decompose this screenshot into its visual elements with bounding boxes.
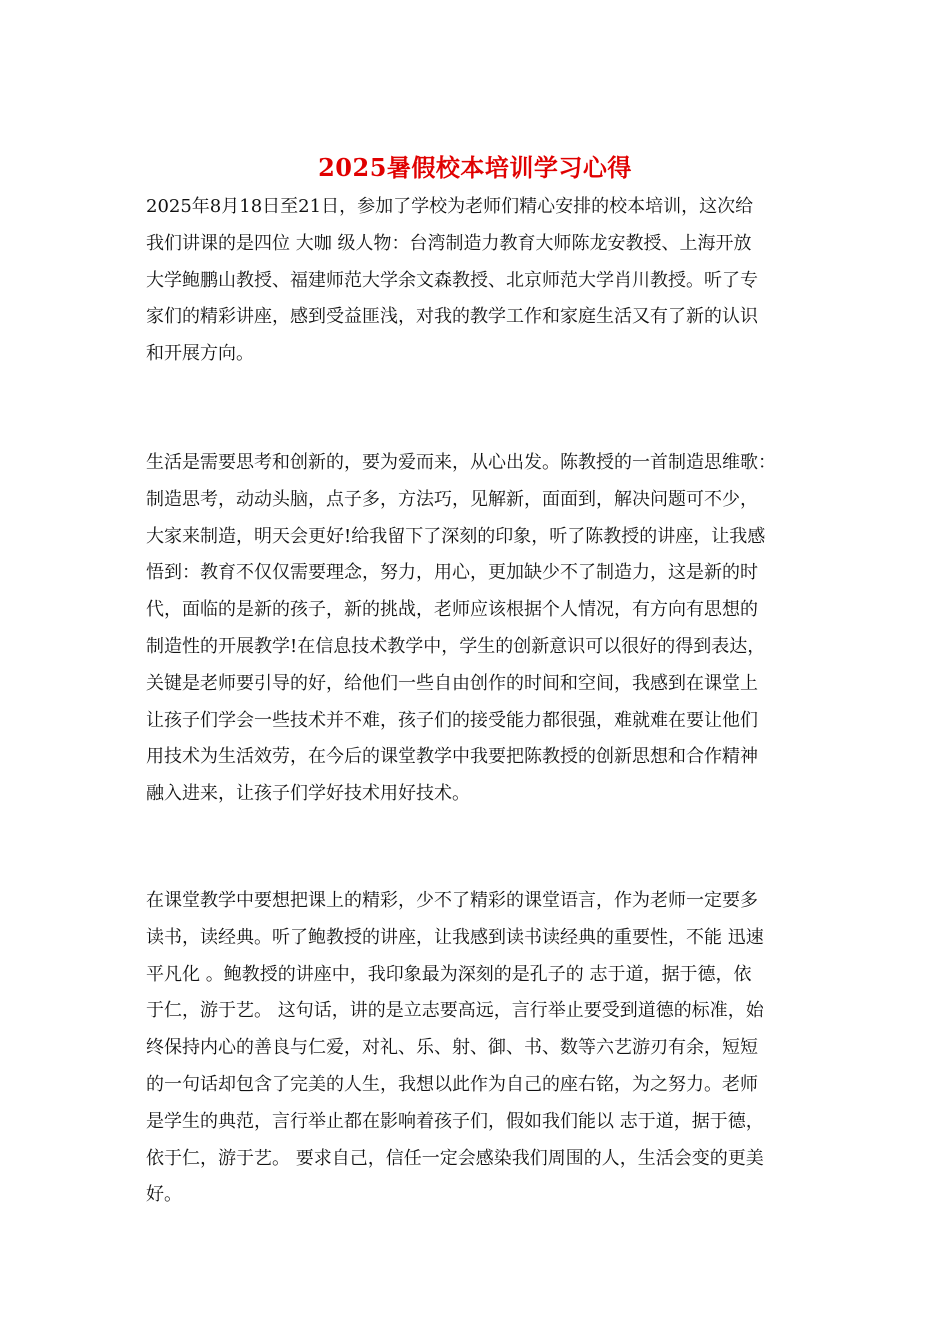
text-line: 让孩子们学会一些技术并不难，孩子们的接受能力都很强，难就难在要让他们 (146, 709, 758, 731)
paragraph-reading (146, 883, 764, 1214)
text-line: 悟到：教育不仅仅需要理念，努力，用心，更加缺少不了制造力，这是新的时 (146, 562, 758, 584)
text-line: 读书，读经典。听了鲍教授的讲座，让我感到读书读经典的重要性，不能 迅速 (146, 926, 764, 948)
text-line: 生活是需要思考和创新的，要为爱而来，从心出发。陈教授的一首制造思维歌： (146, 452, 776, 473)
text-line: 融入进来，让孩子们学好技术用好技术。 (146, 783, 470, 805)
text-line: 是学生的典范，言行举止都在影响着孩子们，假如我们能以 志于道，据于德， (146, 1110, 764, 1132)
text-line: 平凡化 。鲍教授的讲座中，我印象最为深刻的是孔子的 志于道，据于德，依 (146, 963, 752, 985)
text-line: 在课堂教学中要想把课上的精彩，少不了精彩的课堂语言，作为老师一定要多 (146, 890, 758, 911)
text-line: 的一句话却包含了完美的人生，我想以此作为自己的座右铭，为之努力。老师 (146, 1073, 758, 1095)
text-line: 大家来制造，明天会更好!给我留下了深刻的印象，听了陈教授的讲座，让我感 (146, 525, 766, 547)
text-line: 终保持内心的善良与仁爱，对礼、乐、射、御、书、数等六艺游刃有余，短短 (146, 1037, 758, 1059)
text-line: 我们讲课的是四位 大咖 级人物：台湾制造力教育大师陈龙安教授、上海开放 (146, 232, 752, 254)
text-line: 依于仁，游于艺。 要求自己，信任一定会感染我们周围的人，生活会变的更美 (146, 1147, 764, 1169)
text-line: 大学鲍鹏山教授、福建师范大学余文森教授、北京师范大学肖川教授。听了专 (146, 269, 758, 291)
text-line: 好。 (146, 1184, 182, 1206)
document-title: 2025暑假校本培训学习心得 (318, 153, 632, 182)
text-line: 和开展方向。 (146, 343, 254, 365)
paragraph-intro (146, 189, 758, 373)
text-line: 制造思考，动动头脑，点子多，方法巧，见解新，面面到，解决问题可不少， (146, 488, 758, 510)
text-line: 2025年8月18日至21日，参加了学校为老师们精心安排的校本培训，这次给 (146, 196, 754, 217)
text-line: 家们的精彩讲座，感到受益匪浅，对我的教学工作和家庭生活又有了新的认识 (146, 306, 758, 328)
text-line: 关键是老师要引导的好，给他们一些自由创作的时间和空间，我感到在课堂上 (146, 672, 758, 694)
text-line: 制造性的开展教学!在信息技术教学中，学生的创新意识可以很好的得到表达， (146, 635, 766, 657)
text-line: 代，面临的是新的孩子，新的挑战，老师应该根据个人情况，有方向有思想的 (146, 599, 758, 621)
paragraph-creativity (146, 445, 776, 813)
text-line: 用技术为生活效劳，在今后的课堂教学中我要把陈教授的创新思想和合作精神 (146, 746, 758, 768)
text-line: 于仁，游于艺。 这句话，讲的是立志要高远，言行举止要受到道德的标准，始 (146, 1000, 764, 1022)
